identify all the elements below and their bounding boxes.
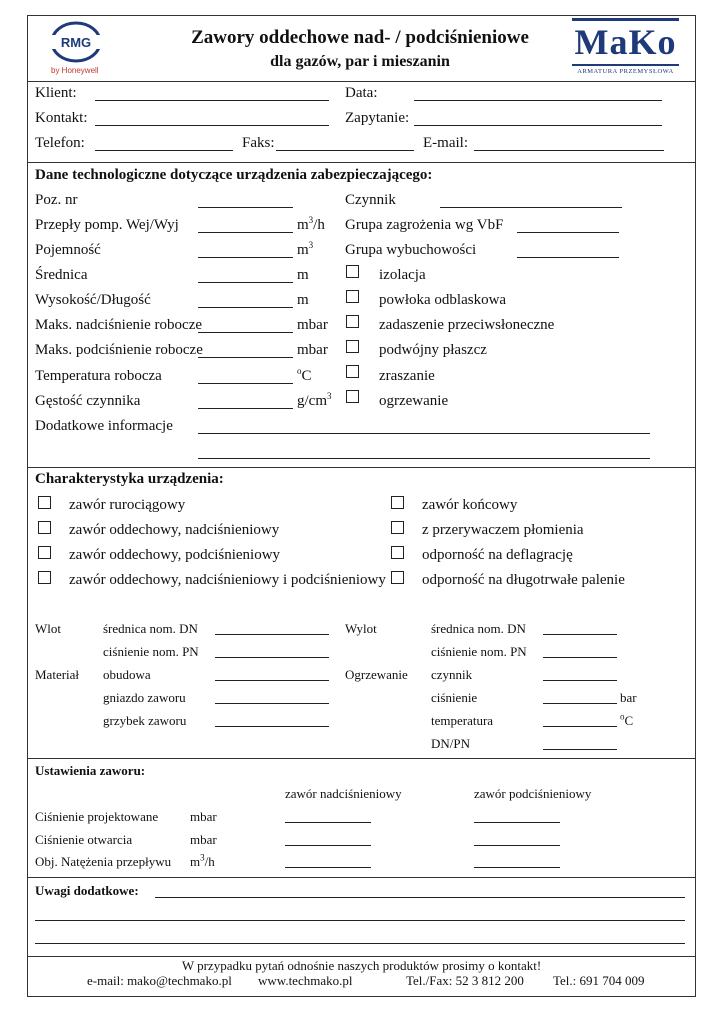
unit-m3h: $m^3/h$ [190,852,215,869]
label-ogrz-czynnik: czynnik [431,667,473,682]
field-grupa-wybuchowosci[interactable] [517,257,619,258]
label-wysokosc: Wysokość/Długość [35,292,151,308]
label-cisnienie-pn: ciśnienie nom. PN [103,644,199,659]
field-telefon[interactable] [95,150,233,151]
page-subtitle: dla gazów, par i mieszanin [270,53,450,70]
field-gestosc[interactable] [198,408,293,409]
checkbox-zraszanie[interactable] [346,365,359,378]
divider [27,956,696,957]
rmg-logo-sub: by Honeywell [51,66,99,75]
label-poz: Poz. nr [35,192,78,208]
field-natezenie-pod[interactable] [474,867,560,868]
field-faks[interactable] [276,150,414,151]
mako-logo-underline [572,64,679,66]
checkbox-rurociagowy[interactable] [38,496,51,509]
field-ogrz-cisnienie[interactable] [543,703,617,704]
tech-heading: Dane technologiczne dotyczące urządzenia zabezpieczającego: [35,167,433,183]
divider [27,877,696,878]
field-uwagi-1[interactable] [155,897,685,898]
footer-tel: Tel.: 691 704 009 [553,973,645,988]
label-wylot-dn: średnica nom. DN [431,621,526,636]
option-label: powłoka odblaskowa [379,292,507,308]
label-natezenie: Obj. Natężenia przepływu [35,854,172,869]
field-pojemnosc[interactable] [198,257,293,258]
char-option: zawór końcowy [422,497,518,513]
footer-email[interactable]: e-mail: mako@techmako.pl [87,973,232,988]
field-dodatkowe-2[interactable] [198,458,650,459]
label-zapytanie: Zapytanie: [345,110,410,126]
label-obudowa: obudowa [103,667,151,682]
label-maks-nadcisnienie: Maks. nadciśnienie robocze [35,317,203,333]
checkbox-koncowy[interactable] [391,496,404,509]
field-grzybek[interactable] [215,726,329,727]
label-srednica: Średnica [35,267,88,283]
unit-maks-podcisnienie: mbar [297,342,328,358]
checkbox-podcisnieniowy[interactable] [38,546,51,559]
field-uwagi-2[interactable] [35,920,685,921]
option-label: zadaszenie przeciwsłoneczne [379,317,555,333]
label-data: Data: [345,85,378,101]
char-option: odporność na deflagrację [422,547,573,563]
col-nadcisnieniowy: zawór nadciśnieniowy [285,786,402,801]
footer-telfax: Tel./Fax: 52 3 812 200 [406,973,524,988]
unit-przeplyw: $m^3/h$ [297,215,325,233]
checkbox-ogrzewanie[interactable] [346,390,359,403]
footer-contact-line: W przypadku pytań odnośnie naszych produktów prosimy o kontakt! [181,958,542,973]
label-kontakt: Kontakt: [35,110,88,126]
option-label: ogrzewanie [379,393,449,409]
field-wlot-dn[interactable] [215,634,329,635]
field-ogrz-temperatura[interactable] [543,726,617,727]
checkbox-podwojny-plaszcz[interactable] [346,340,359,353]
field-temperatura[interactable] [198,383,293,384]
field-wylot-pn[interactable] [543,657,617,658]
char-option: odporność na długotrwałe palenie [422,572,625,588]
label-czynnik: Czynnik [345,192,396,208]
label-maks-podcisnienie: Maks. podciśnienie robocze [35,342,203,358]
checkbox-powloka[interactable] [346,290,359,303]
mako-logo: MaKo [574,22,677,62]
label-ogrz-cisnienie: ciśnienie [431,690,478,705]
field-poz[interactable] [198,207,293,208]
field-wylot-dn[interactable] [543,634,617,635]
col-podcisnieniowy: zawór podciśnieniowy [474,786,592,801]
char-option: zawór oddechowy, podciśnieniowy [69,547,281,563]
field-przeplyw[interactable] [198,232,293,233]
field-email[interactable] [474,150,664,151]
field-kontakt[interactable] [95,125,329,126]
char-option: zawór rurociągowy [69,497,186,513]
char-option: zawór oddechowy, nadciśnieniowy [69,522,280,538]
field-grupa-zagrozenia[interactable] [517,232,619,233]
checkbox-deflagracja[interactable] [391,546,404,559]
unit-srednica: m [297,267,309,283]
label-srednica-dn: średnica nom. DN [103,621,198,636]
settings-heading: Ustawienia zaworu: [35,763,146,778]
checkbox-zadaszenie[interactable] [346,315,359,328]
field-obudowa[interactable] [215,680,329,681]
field-projektowane-pod[interactable] [474,822,560,823]
label-ogrz-temperatura: temperatura [431,713,494,728]
field-klient[interactable] [95,100,329,101]
label-gniazdo: gniazdo zaworu [103,690,186,705]
field-gniazdo[interactable] [215,703,329,704]
checkbox-nadcisnieniowy[interactable] [38,521,51,534]
label-grupa-wybuchowosci: Grupa wybuchowości [345,242,477,258]
field-uwagi-3[interactable] [35,943,685,944]
label-cisnienie-otwarcia: Ciśnienie otwarcia [35,832,133,847]
checkbox-izolacja[interactable] [346,265,359,278]
label-dnpn: DN/PN [431,736,471,751]
char-heading: Charakterystyka urządzenia: [35,471,224,487]
label-faks: Faks: [242,135,275,151]
rmg-logo-text: RMG [60,35,92,50]
unit-gestosc: $g/cm^3$ [297,391,332,409]
divider [27,467,696,468]
field-zapytanie[interactable] [414,125,662,126]
char-option: zawór oddechowy, nadciśnieniowy i podciśnieniowy [69,572,386,588]
field-natezenie-nad[interactable] [285,867,371,868]
label-material: Materiał [35,667,80,682]
field-otwarcia-nad[interactable] [285,845,371,846]
checkbox-nad-i-podcisnieniowy[interactable] [38,571,51,584]
field-wlot-pn[interactable] [215,657,329,658]
label-grupa-zagrozenia: Grupa zagrożenia wg VbF [345,217,504,233]
notes-heading: Uwagi dodatkowe: [35,883,139,898]
label-wylot-pn: ciśnienie nom. PN [431,644,527,659]
option-label: izolacja [379,267,426,283]
field-czynnik[interactable] [440,207,622,208]
field-wysokosc[interactable] [198,307,293,308]
unit-temperatura: $^o$C [297,366,312,384]
field-dnpn[interactable] [543,749,617,750]
field-srednica[interactable] [198,282,293,283]
unit-bar: bar [620,690,637,705]
divider [27,81,696,82]
label-klient: Klient: [35,85,77,101]
mako-logo-bar [572,18,679,21]
divider [27,758,696,759]
field-maks-nadcisnienie[interactable] [198,332,293,333]
checkbox-dlugotrwale-palenie[interactable] [391,571,404,584]
label-wlot: Wlot [35,621,61,636]
checkbox-przerywacz[interactable] [391,521,404,534]
field-maks-podcisnienie[interactable] [198,357,293,358]
unit-temp: $^o$C [620,711,634,728]
page-title: Zawory oddechowe nad- / podciśnieniowe [191,27,529,48]
field-dodatkowe-1[interactable] [198,433,650,434]
unit-wysokosc: m [297,292,309,308]
label-telefon: Telefon: [35,135,85,151]
rmg-logo [50,21,102,63]
label-gestosc: Gęstość czynnika [35,393,141,409]
field-ogrz-czynnik[interactable] [543,680,617,681]
char-option: z przerywaczem płomienia [422,522,584,538]
mako-logo-sub: ARMATURA PRZEMYSŁOWA [577,68,674,75]
unit-mbar: mbar [190,832,217,847]
unit-maks-nadcisnienie: mbar [297,317,328,333]
divider [27,162,696,163]
unit-mbar: mbar [190,809,217,824]
unit-pojemnosc: $m^3$ [297,240,314,258]
field-data[interactable] [414,100,662,101]
field-otwarcia-pod[interactable] [474,845,560,846]
label-grzybek: grzybek zaworu [103,713,187,728]
field-projektowane-nad[interactable] [285,822,371,823]
label-ogrzewanie: Ogrzewanie [345,667,408,682]
label-dodatkowe: Dodatkowe informacje [35,418,173,434]
label-pojemnosc: Pojemność [35,242,101,258]
option-label: podwójny płaszcz [379,342,487,358]
label-temperatura: Temperatura robocza [35,368,162,384]
option-label: zraszanie [379,368,435,384]
label-przeplyw: Przepły pomp. Wej/Wyj [35,217,179,233]
label-wylot: Wylot [345,621,377,636]
label-cisnienie-projektowane: Ciśnienie projektowane [35,809,159,824]
footer-www[interactable]: www.techmako.pl [258,973,353,988]
label-email: E-mail: [423,135,468,151]
